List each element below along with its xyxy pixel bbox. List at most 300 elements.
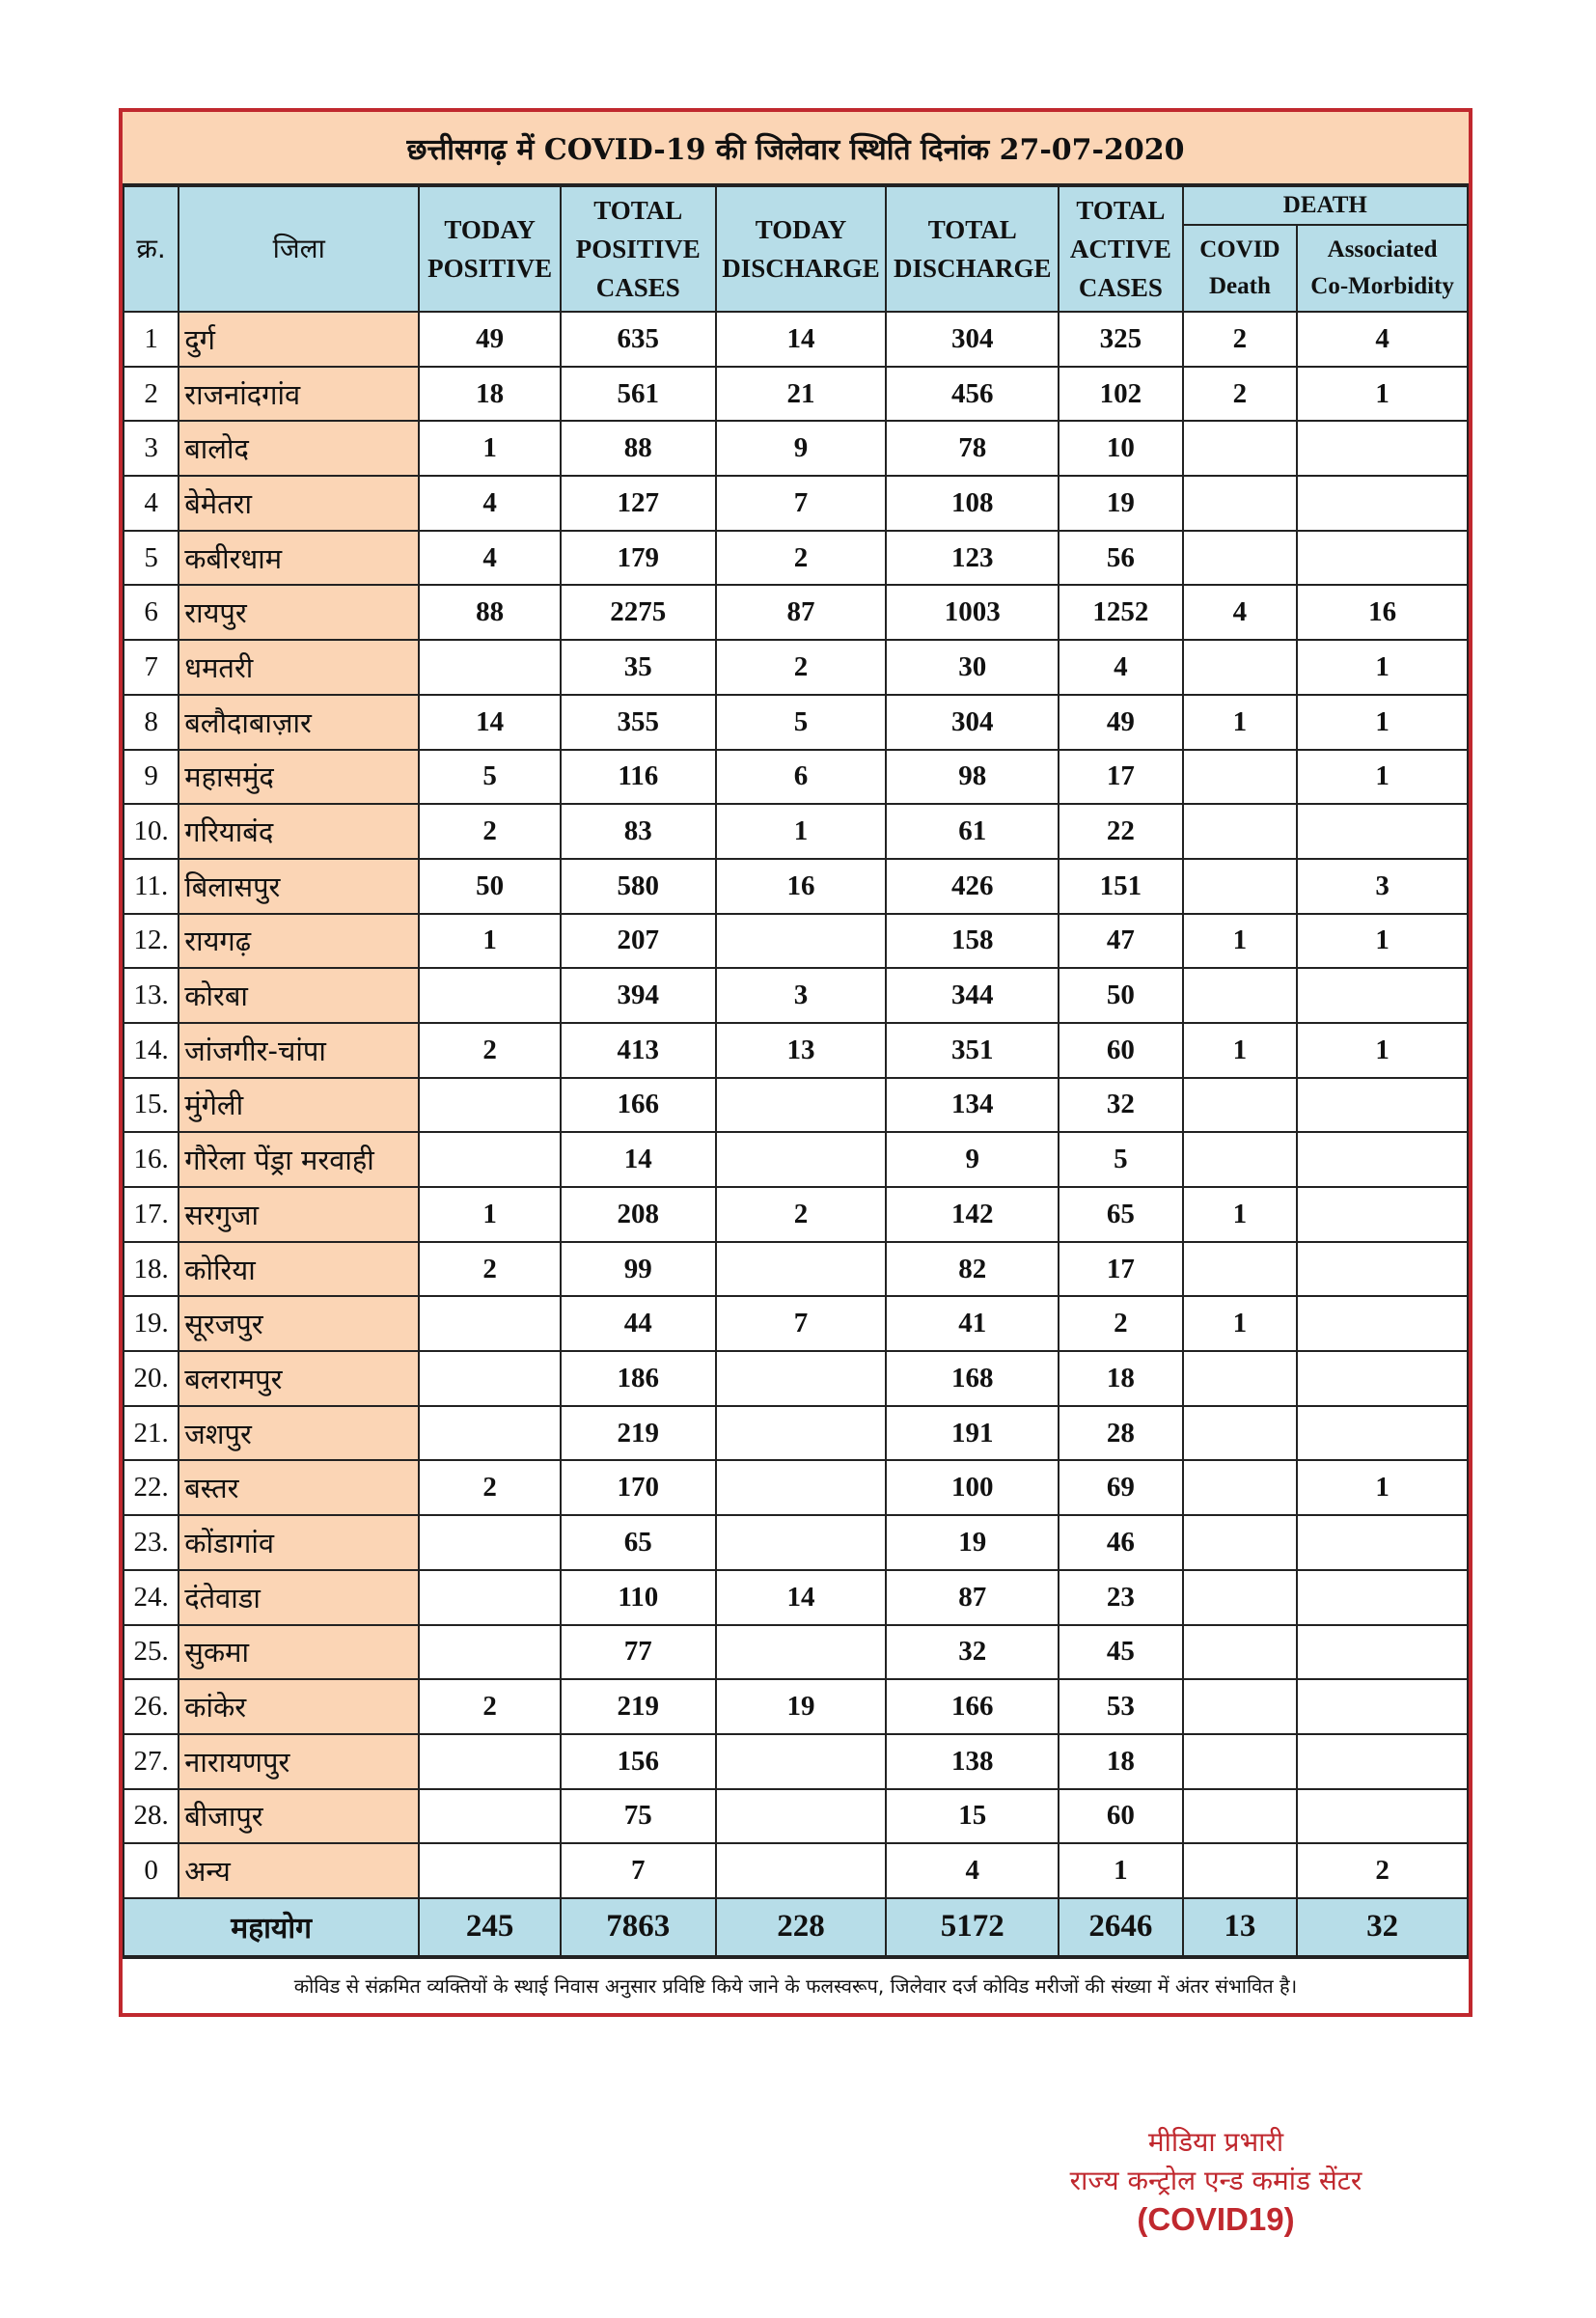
total-discharge-cell: 30 bbox=[886, 640, 1059, 695]
table-row bbox=[124, 1843, 1468, 1898]
today-discharge-cell: 6 bbox=[716, 750, 887, 805]
today-discharge-cell: 2 bbox=[716, 1187, 887, 1242]
header-death: DEATH bbox=[1183, 186, 1468, 225]
table-row bbox=[124, 1132, 1468, 1187]
today-discharge-cell bbox=[716, 1625, 887, 1680]
today-discharge-cell bbox=[716, 1843, 887, 1898]
total-discharge-cell: 4 bbox=[886, 1843, 1059, 1898]
total-discharge-cell: 123 bbox=[886, 531, 1059, 586]
total-positive-cell: 179 bbox=[561, 531, 716, 586]
total-positive-cell: 635 bbox=[561, 312, 716, 367]
signature-line-1: मीडिया प्रभारी bbox=[1147, 2126, 1284, 2158]
covid-death-cell bbox=[1183, 1078, 1298, 1133]
covid-death-cell bbox=[1183, 750, 1298, 805]
total-discharge-cell: 158 bbox=[886, 914, 1059, 969]
today-positive-cell bbox=[419, 1351, 561, 1406]
active-cases-cell: 325 bbox=[1059, 312, 1183, 367]
header-total-discharge: TOTAL DISCHARGE bbox=[886, 186, 1059, 312]
covid-death-cell bbox=[1183, 1570, 1298, 1625]
total-positive-cell: 7 bbox=[561, 1843, 716, 1898]
covid-death-cell bbox=[1183, 1515, 1298, 1570]
total-discharge-cell: 98 bbox=[886, 750, 1059, 805]
associated-death-cell bbox=[1297, 1734, 1468, 1789]
table-row bbox=[124, 1187, 1468, 1242]
associated-death-cell: 1 bbox=[1297, 1460, 1468, 1515]
today-positive-cell bbox=[419, 1789, 561, 1844]
total-positive-cell: 65 bbox=[561, 1515, 716, 1570]
table-row bbox=[124, 312, 1468, 367]
today-discharge-cell: 3 bbox=[716, 968, 887, 1023]
signature-line-2: राज्य कन्ट्रोल एन्ड कमांड सेंटर bbox=[1069, 2165, 1362, 2196]
footnote: कोविड से संक्रमित व्यक्तियों के स्थाई निवास अनुसार प्रविष्टि किये जाने के फलस्वरूप, जिलेवार दर्ज कोविड मरीजों की संख्या में अंतर संभावित है। bbox=[123, 1957, 1469, 2013]
covid-death-cell bbox=[1183, 1132, 1298, 1187]
total-discharge-cell: 78 bbox=[886, 421, 1059, 476]
today-discharge-cell bbox=[716, 1515, 887, 1570]
total-total-positive: 7863 bbox=[561, 1898, 716, 1956]
district-name: बीजापुर bbox=[179, 1789, 419, 1844]
active-cases-cell: 1252 bbox=[1059, 585, 1183, 640]
today-positive-cell: 50 bbox=[419, 859, 561, 914]
row-serial: 24. bbox=[124, 1570, 179, 1625]
row-serial: 23. bbox=[124, 1515, 179, 1570]
total-discharge-cell: 142 bbox=[886, 1187, 1059, 1242]
district-name: कांकेर bbox=[179, 1679, 419, 1734]
today-positive-cell: 1 bbox=[419, 1187, 561, 1242]
total-positive-cell: 14 bbox=[561, 1132, 716, 1187]
table-row bbox=[124, 1789, 1468, 1844]
today-positive-cell bbox=[419, 1734, 561, 1789]
total-discharge-cell: 100 bbox=[886, 1460, 1059, 1515]
covid-death-cell bbox=[1183, 1789, 1298, 1844]
total-positive-cell: 127 bbox=[561, 476, 716, 531]
row-serial: 5 bbox=[124, 531, 179, 586]
table-row bbox=[124, 421, 1468, 476]
header-today-positive: TODAY POSITIVE bbox=[419, 186, 561, 312]
associated-death-cell: 1 bbox=[1297, 1023, 1468, 1078]
total-positive-cell: 77 bbox=[561, 1625, 716, 1680]
district-name: जशपुर bbox=[179, 1406, 419, 1461]
associated-death-cell bbox=[1297, 476, 1468, 531]
today-positive-cell bbox=[419, 1515, 561, 1570]
report-frame bbox=[119, 108, 1472, 2017]
active-cases-cell: 45 bbox=[1059, 1625, 1183, 1680]
row-serial: 19. bbox=[124, 1296, 179, 1351]
table-row bbox=[124, 1679, 1468, 1734]
row-serial: 28. bbox=[124, 1789, 179, 1844]
today-positive-cell bbox=[419, 1078, 561, 1133]
active-cases-cell: 17 bbox=[1059, 750, 1183, 805]
total-discharge-cell: 426 bbox=[886, 859, 1059, 914]
district-name: धमतरी bbox=[179, 640, 419, 695]
total-positive-cell: 88 bbox=[561, 421, 716, 476]
covid-death-cell bbox=[1183, 1625, 1298, 1680]
active-cases-cell: 23 bbox=[1059, 1570, 1183, 1625]
today-positive-cell bbox=[419, 1132, 561, 1187]
row-serial: 10. bbox=[124, 804, 179, 859]
covid-death-cell: 4 bbox=[1183, 585, 1298, 640]
signature-line-3: (COVID19) bbox=[1137, 2201, 1295, 2237]
covid-death-cell bbox=[1183, 1843, 1298, 1898]
total-positive-cell: 394 bbox=[561, 968, 716, 1023]
today-discharge-cell bbox=[716, 914, 887, 969]
table-row bbox=[124, 1570, 1468, 1625]
header-associated-comorbidity: Associated Co-Morbidity bbox=[1297, 225, 1468, 312]
table-row bbox=[124, 1460, 1468, 1515]
district-name: बिलासपुर bbox=[179, 859, 419, 914]
header-total-active: TOTAL ACTIVE CASES bbox=[1059, 186, 1183, 312]
row-serial: 14. bbox=[124, 1023, 179, 1078]
today-positive-cell bbox=[419, 1570, 561, 1625]
today-discharge-cell bbox=[716, 1242, 887, 1297]
active-cases-cell: 46 bbox=[1059, 1515, 1183, 1570]
district-name: बालोद bbox=[179, 421, 419, 476]
row-serial: 21. bbox=[124, 1406, 179, 1461]
district-name: बलरामपुर bbox=[179, 1351, 419, 1406]
total-positive-cell: 186 bbox=[561, 1351, 716, 1406]
today-positive-cell bbox=[419, 1843, 561, 1898]
today-discharge-cell: 7 bbox=[716, 1296, 887, 1351]
total-positive-cell: 207 bbox=[561, 914, 716, 969]
associated-death-cell: 1 bbox=[1297, 695, 1468, 750]
total-discharge-cell: 15 bbox=[886, 1789, 1059, 1844]
district-name: गौरेला पेंड्रा मरवाही bbox=[179, 1132, 419, 1187]
covid-death-cell: 1 bbox=[1183, 914, 1298, 969]
district-name: अन्य bbox=[179, 1843, 419, 1898]
total-discharge-cell: 168 bbox=[886, 1351, 1059, 1406]
total-discharge-cell: 304 bbox=[886, 312, 1059, 367]
district-name: रायपुर bbox=[179, 585, 419, 640]
district-name: रायगढ़ bbox=[179, 914, 419, 969]
today-discharge-cell bbox=[716, 1078, 887, 1133]
table-row bbox=[124, 1734, 1468, 1789]
covid-death-cell: 2 bbox=[1183, 367, 1298, 422]
today-positive-cell: 4 bbox=[419, 531, 561, 586]
today-discharge-cell bbox=[716, 1734, 887, 1789]
district-name: सूरजपुर bbox=[179, 1296, 419, 1351]
today-discharge-cell: 14 bbox=[716, 312, 887, 367]
row-serial: 26. bbox=[124, 1679, 179, 1734]
active-cases-cell: 151 bbox=[1059, 859, 1183, 914]
row-serial: 13. bbox=[124, 968, 179, 1023]
district-name: मुंगेली bbox=[179, 1078, 419, 1133]
today-discharge-cell: 7 bbox=[716, 476, 887, 531]
row-serial: 15. bbox=[124, 1078, 179, 1133]
table-row bbox=[124, 640, 1468, 695]
table-row bbox=[124, 914, 1468, 969]
today-positive-cell: 88 bbox=[419, 585, 561, 640]
total-positive-cell: 219 bbox=[561, 1679, 716, 1734]
total-active: 2646 bbox=[1059, 1898, 1183, 1956]
total-covid-death: 13 bbox=[1183, 1898, 1298, 1956]
covid-death-cell: 1 bbox=[1183, 1023, 1298, 1078]
associated-death-cell: 3 bbox=[1297, 859, 1468, 914]
district-name: दंतेवाडा bbox=[179, 1570, 419, 1625]
covid-death-cell bbox=[1183, 640, 1298, 695]
active-cases-cell: 102 bbox=[1059, 367, 1183, 422]
active-cases-cell: 18 bbox=[1059, 1351, 1183, 1406]
today-discharge-cell: 19 bbox=[716, 1679, 887, 1734]
today-discharge-cell: 2 bbox=[716, 531, 887, 586]
district-name: कोरबा bbox=[179, 968, 419, 1023]
total-discharge-cell: 19 bbox=[886, 1515, 1059, 1570]
today-discharge-cell bbox=[716, 1789, 887, 1844]
associated-death-cell bbox=[1297, 968, 1468, 1023]
associated-death-cell bbox=[1297, 1570, 1468, 1625]
active-cases-cell: 10 bbox=[1059, 421, 1183, 476]
total-positive-cell: 83 bbox=[561, 804, 716, 859]
today-positive-cell: 2 bbox=[419, 1679, 561, 1734]
associated-death-cell: 1 bbox=[1297, 640, 1468, 695]
total-discharge-cell: 82 bbox=[886, 1242, 1059, 1297]
total-discharge-cell: 166 bbox=[886, 1679, 1059, 1734]
district-name: कोरिया bbox=[179, 1242, 419, 1297]
row-serial: 22. bbox=[124, 1460, 179, 1515]
district-name: कोंडागांव bbox=[179, 1515, 419, 1570]
total-discharge-cell: 61 bbox=[886, 804, 1059, 859]
total-discharge-cell: 1003 bbox=[886, 585, 1059, 640]
associated-death-cell bbox=[1297, 1625, 1468, 1680]
row-serial: 2 bbox=[124, 367, 179, 422]
total-today-positive: 245 bbox=[419, 1898, 561, 1956]
today-positive-cell bbox=[419, 1406, 561, 1461]
covid-death-cell bbox=[1183, 476, 1298, 531]
associated-death-cell: 1 bbox=[1297, 367, 1468, 422]
today-discharge-cell: 16 bbox=[716, 859, 887, 914]
covid-death-cell bbox=[1183, 531, 1298, 586]
associated-death-cell bbox=[1297, 1406, 1468, 1461]
covid-death-cell bbox=[1183, 1351, 1298, 1406]
today-discharge-cell: 1 bbox=[716, 804, 887, 859]
district-name: नारायणपुर bbox=[179, 1734, 419, 1789]
table-row bbox=[124, 859, 1468, 914]
associated-death-cell bbox=[1297, 1789, 1468, 1844]
associated-death-cell bbox=[1297, 1078, 1468, 1133]
covid-death-cell: 2 bbox=[1183, 312, 1298, 367]
totals-label: महायोग bbox=[124, 1898, 419, 1956]
row-serial: 0 bbox=[124, 1843, 179, 1898]
active-cases-cell: 4 bbox=[1059, 640, 1183, 695]
associated-death-cell: 4 bbox=[1297, 312, 1468, 367]
row-serial: 1 bbox=[124, 312, 179, 367]
row-serial: 12. bbox=[124, 914, 179, 969]
header-total-positive: TOTAL POSITIVE CASES bbox=[561, 186, 716, 312]
total-discharge-cell: 41 bbox=[886, 1296, 1059, 1351]
district-name: सरगुजा bbox=[179, 1187, 419, 1242]
header-covid-death: COVID Death bbox=[1183, 225, 1298, 312]
table-row bbox=[124, 1242, 1468, 1297]
covid-death-cell bbox=[1183, 1406, 1298, 1461]
associated-death-cell bbox=[1297, 531, 1468, 586]
total-positive-cell: 99 bbox=[561, 1242, 716, 1297]
total-discharge-cell: 351 bbox=[886, 1023, 1059, 1078]
associated-death-cell bbox=[1297, 1187, 1468, 1242]
total-positive-cell: 110 bbox=[561, 1570, 716, 1625]
district-name: राजनांदगांव bbox=[179, 367, 419, 422]
total-discharge-cell: 304 bbox=[886, 695, 1059, 750]
district-name: दुर्ग bbox=[179, 312, 419, 367]
total-positive-cell: 413 bbox=[561, 1023, 716, 1078]
table-row bbox=[124, 585, 1468, 640]
total-discharge-cell: 138 bbox=[886, 1734, 1059, 1789]
active-cases-cell: 1 bbox=[1059, 1843, 1183, 1898]
total-discharge-cell: 456 bbox=[886, 367, 1059, 422]
active-cases-cell: 47 bbox=[1059, 914, 1183, 969]
table-row bbox=[124, 1296, 1468, 1351]
today-discharge-cell: 87 bbox=[716, 585, 887, 640]
covid-death-cell bbox=[1183, 421, 1298, 476]
row-serial: 27. bbox=[124, 1734, 179, 1789]
header-today-discharge: TODAY DISCHARGE bbox=[716, 186, 887, 312]
active-cases-cell: 28 bbox=[1059, 1406, 1183, 1461]
total-positive-cell: 156 bbox=[561, 1734, 716, 1789]
totals-row bbox=[124, 1898, 1468, 1956]
signature-block bbox=[1013, 2123, 1418, 2239]
total-discharge-cell: 87 bbox=[886, 1570, 1059, 1625]
today-positive-cell: 14 bbox=[419, 695, 561, 750]
today-positive-cell: 1 bbox=[419, 914, 561, 969]
total-positive-cell: 170 bbox=[561, 1460, 716, 1515]
total-positive-cell: 561 bbox=[561, 367, 716, 422]
today-positive-cell bbox=[419, 968, 561, 1023]
table-row bbox=[124, 804, 1468, 859]
total-discharge-cell: 9 bbox=[886, 1132, 1059, 1187]
covid-death-cell bbox=[1183, 1460, 1298, 1515]
row-serial: 6 bbox=[124, 585, 179, 640]
associated-death-cell: 2 bbox=[1297, 1843, 1468, 1898]
covid-death-cell: 1 bbox=[1183, 1187, 1298, 1242]
covid-death-cell bbox=[1183, 1734, 1298, 1789]
total-positive-cell: 219 bbox=[561, 1406, 716, 1461]
today-positive-cell bbox=[419, 640, 561, 695]
associated-death-cell: 16 bbox=[1297, 585, 1468, 640]
active-cases-cell: 22 bbox=[1059, 804, 1183, 859]
active-cases-cell: 18 bbox=[1059, 1734, 1183, 1789]
today-positive-cell: 4 bbox=[419, 476, 561, 531]
total-discharge-cell: 32 bbox=[886, 1625, 1059, 1680]
active-cases-cell: 32 bbox=[1059, 1078, 1183, 1133]
today-discharge-cell bbox=[716, 1460, 887, 1515]
table-row bbox=[124, 531, 1468, 586]
active-cases-cell: 56 bbox=[1059, 531, 1183, 586]
covid-death-cell: 1 bbox=[1183, 695, 1298, 750]
total-discharge-cell: 108 bbox=[886, 476, 1059, 531]
associated-death-cell bbox=[1297, 1679, 1468, 1734]
associated-death-cell bbox=[1297, 421, 1468, 476]
table-row bbox=[124, 367, 1468, 422]
district-table bbox=[123, 185, 1469, 1957]
covid-death-cell bbox=[1183, 859, 1298, 914]
table-row bbox=[124, 1406, 1468, 1461]
report-title: छत्तीसगढ़ में COVID-19 की जिलेवार स्थिति दिनांक 27-07-2020 bbox=[123, 112, 1469, 185]
today-positive-cell: 1 bbox=[419, 421, 561, 476]
today-discharge-cell: 13 bbox=[716, 1023, 887, 1078]
table-row bbox=[124, 750, 1468, 805]
associated-death-cell bbox=[1297, 804, 1468, 859]
total-positive-cell: 580 bbox=[561, 859, 716, 914]
total-discharge-cell: 191 bbox=[886, 1406, 1059, 1461]
total-today-discharge: 228 bbox=[716, 1898, 887, 1956]
associated-death-cell bbox=[1297, 1296, 1468, 1351]
total-positive-cell: 355 bbox=[561, 695, 716, 750]
row-serial: 7 bbox=[124, 640, 179, 695]
active-cases-cell: 5 bbox=[1059, 1132, 1183, 1187]
row-serial: 20. bbox=[124, 1351, 179, 1406]
today-positive-cell: 2 bbox=[419, 804, 561, 859]
covid-death-cell bbox=[1183, 968, 1298, 1023]
today-discharge-cell bbox=[716, 1132, 887, 1187]
total-positive-cell: 75 bbox=[561, 1789, 716, 1844]
total-positive-cell: 208 bbox=[561, 1187, 716, 1242]
total-positive-cell: 166 bbox=[561, 1078, 716, 1133]
today-positive-cell bbox=[419, 1296, 561, 1351]
row-serial: 3 bbox=[124, 421, 179, 476]
table-row bbox=[124, 695, 1468, 750]
active-cases-cell: 65 bbox=[1059, 1187, 1183, 1242]
district-name: बलौदाबाज़ार bbox=[179, 695, 419, 750]
today-positive-cell: 2 bbox=[419, 1242, 561, 1297]
associated-death-cell bbox=[1297, 1132, 1468, 1187]
table-row bbox=[124, 968, 1468, 1023]
row-serial: 17. bbox=[124, 1187, 179, 1242]
active-cases-cell: 60 bbox=[1059, 1789, 1183, 1844]
today-positive-cell: 18 bbox=[419, 367, 561, 422]
today-discharge-cell: 5 bbox=[716, 695, 887, 750]
covid-death-cell: 1 bbox=[1183, 1296, 1298, 1351]
today-discharge-cell: 9 bbox=[716, 421, 887, 476]
district-name: कबीरधाम bbox=[179, 531, 419, 586]
associated-death-cell bbox=[1297, 1242, 1468, 1297]
covid-death-cell bbox=[1183, 1679, 1298, 1734]
district-name: सुकमा bbox=[179, 1625, 419, 1680]
today-positive-cell bbox=[419, 1625, 561, 1680]
total-total-discharge: 5172 bbox=[886, 1898, 1059, 1956]
row-serial: 4 bbox=[124, 476, 179, 531]
active-cases-cell: 60 bbox=[1059, 1023, 1183, 1078]
active-cases-cell: 49 bbox=[1059, 695, 1183, 750]
total-positive-cell: 44 bbox=[561, 1296, 716, 1351]
header-district: जिला bbox=[179, 186, 419, 312]
total-positive-cell: 2275 bbox=[561, 585, 716, 640]
table-row bbox=[124, 1023, 1468, 1078]
row-serial: 25. bbox=[124, 1625, 179, 1680]
table-row bbox=[124, 1625, 1468, 1680]
associated-death-cell bbox=[1297, 1515, 1468, 1570]
today-discharge-cell bbox=[716, 1406, 887, 1461]
active-cases-cell: 17 bbox=[1059, 1242, 1183, 1297]
today-discharge-cell: 2 bbox=[716, 640, 887, 695]
today-discharge-cell: 14 bbox=[716, 1570, 887, 1625]
total-positive-cell: 116 bbox=[561, 750, 716, 805]
row-serial: 11. bbox=[124, 859, 179, 914]
total-discharge-cell: 134 bbox=[886, 1078, 1059, 1133]
associated-death-cell: 1 bbox=[1297, 750, 1468, 805]
total-associated: 32 bbox=[1297, 1898, 1468, 1956]
row-serial: 9 bbox=[124, 750, 179, 805]
header-sn: क्र. bbox=[124, 186, 179, 312]
today-discharge-cell: 21 bbox=[716, 367, 887, 422]
table-body bbox=[124, 312, 1468, 1898]
today-discharge-cell bbox=[716, 1351, 887, 1406]
row-serial: 16. bbox=[124, 1132, 179, 1187]
total-positive-cell: 35 bbox=[561, 640, 716, 695]
table-row bbox=[124, 476, 1468, 531]
associated-death-cell bbox=[1297, 1351, 1468, 1406]
table-row bbox=[124, 1078, 1468, 1133]
active-cases-cell: 19 bbox=[1059, 476, 1183, 531]
covid-death-cell bbox=[1183, 1242, 1298, 1297]
total-discharge-cell: 344 bbox=[886, 968, 1059, 1023]
today-positive-cell: 5 bbox=[419, 750, 561, 805]
